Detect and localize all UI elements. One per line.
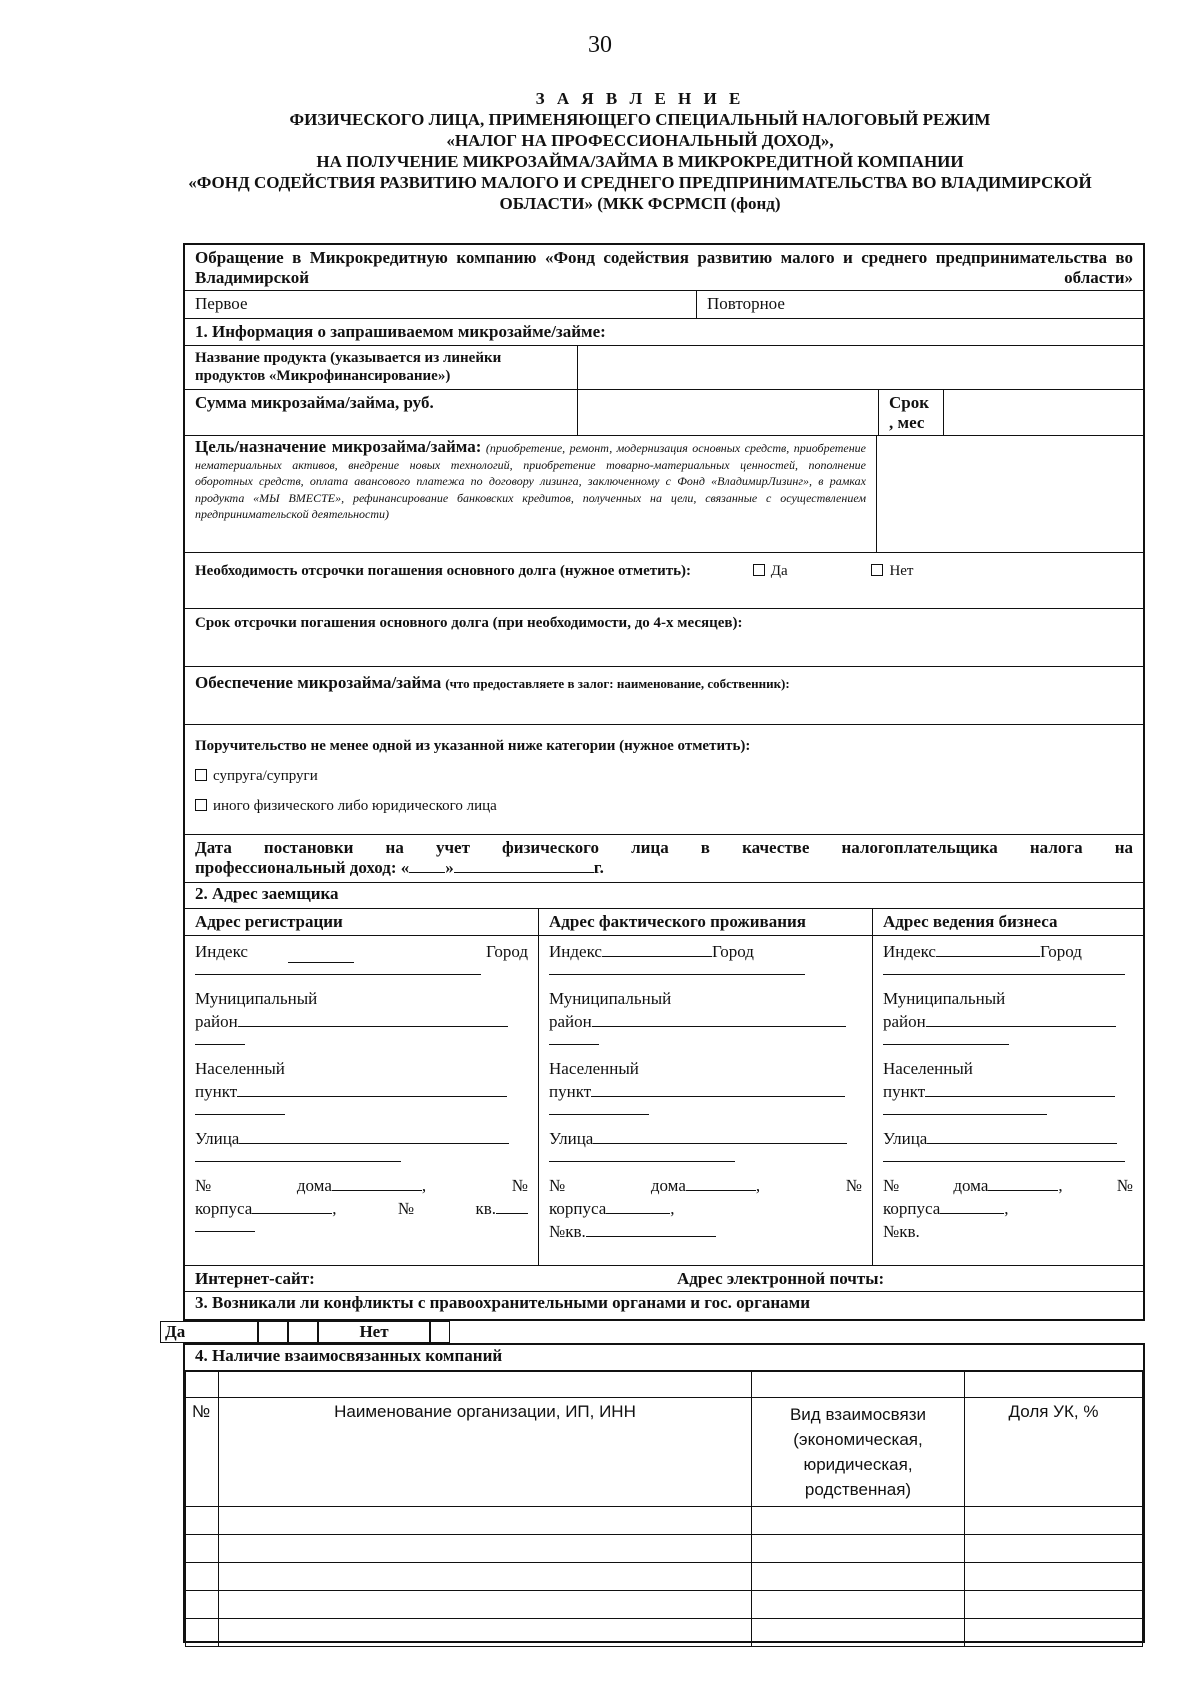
table-row[interactable] [186,1535,1143,1563]
header-line-5: ОБЛАСТИ» (МКК ФСРМСП (фонд) [499,194,781,213]
fact-house-num-label: № [549,1176,566,1195]
reg-point-field-cont[interactable] [195,1113,285,1115]
appeal-first-option[interactable]: Первое [185,291,697,318]
reg-house-field[interactable] [332,1190,422,1191]
deferral-term-label: Срок отсрочки погашения основного долга (при необходимости, до 4-х месяцев): [195,615,743,631]
col-type-header: Вид взаимосвязи (экономическая, юридическая, родственная) [752,1398,965,1507]
biz-point-field[interactable] [925,1096,1115,1097]
conflict-spacer-box [288,1321,318,1343]
biz-building-field[interactable] [940,1213,1004,1214]
security-label: Обеспечение микрозайма/займа [195,673,442,692]
table-header-row [186,1398,1143,1507]
reg-date-close-quote: » [445,858,454,877]
other-person-label: иного физического либо юридического лица [213,798,497,814]
fact-building-label: корпуса [549,1199,607,1218]
fact-index-city[interactable] [549,940,862,963]
appeal-label: Обращение в Микрокредитную компанию «Фонд содействия развитию малого и среднего предпринимательства во Владимирской области» [195,248,1133,287]
section2-title: 2. Адрес заемщика [185,883,1143,909]
reg-building-label: корпуса [195,1199,253,1218]
guarantee-row [185,725,1143,835]
table-cell[interactable] [186,1619,219,1647]
table-cell[interactable] [965,1619,1143,1647]
fact-house-label: дома [650,1176,686,1195]
reg-house-label: дома [296,1176,332,1195]
purpose-cell [185,436,877,552]
reg-district-field-cont[interactable] [195,1043,245,1045]
reg-date-label: Дата постановки на учет физического лица в качестве налогоплательщика налога на [195,838,1133,857]
biz-city-label: Город [1039,942,1082,961]
product-field[interactable] [578,346,1143,389]
table-cell[interactable] [965,1591,1143,1619]
table-cell[interactable] [752,1563,965,1591]
reg-house-num-label: № [195,1176,212,1195]
table-row[interactable] [186,1563,1143,1591]
reg-building-num-label: № [511,1176,528,1195]
biz-street[interactable] [883,1127,1133,1150]
deferral-yes-checkbox[interactable] [753,564,765,576]
table-cell[interactable] [752,1535,965,1563]
other-person-checkbox[interactable] [195,799,207,811]
biz-apt-label[interactable]: №кв. [883,1222,920,1241]
biz-index-city[interactable] [883,940,1133,963]
reg-apt-field-cont[interactable] [195,1230,255,1232]
table-cell [752,1372,965,1398]
fact-street-field-cont[interactable] [549,1160,735,1162]
reg-date-year-suffix: г. [593,858,604,877]
address-reg-header: Адрес регистрации [185,909,539,935]
fact-street[interactable] [549,1127,862,1150]
deferral-no-label: Нет [889,563,914,579]
contacts-row [185,1266,1143,1292]
deferral-yes-option[interactable] [753,563,792,579]
reg-index-label: Индекс [195,942,248,961]
reg-district[interactable] [195,1010,528,1033]
biz-street-label: Улица [883,1129,928,1148]
fact-point-field[interactable] [591,1096,845,1097]
term-label: Срок , мес [879,390,944,435]
website-label[interactable]: Интернет-сайт: [195,1269,315,1288]
section3-title: 3. Возникали ли конфликты с правоохранительными органами и гос. органами [195,1293,810,1312]
deferral-yes-label: Да [770,563,788,579]
col-num-header: № [186,1398,219,1507]
table-row[interactable] [186,1507,1143,1535]
fact-index-field[interactable] [602,956,712,957]
address-header-row [185,909,1143,936]
purpose-field[interactable] [877,436,1143,552]
purpose-row [185,436,1143,553]
sum-label: Сумма микрозайма/займа, руб. [185,390,578,435]
fact-municipal-label: Муниципальный [549,989,672,1008]
purpose-label: Цель/назначение микрозайма/займа: [195,437,482,456]
table-cell[interactable] [752,1507,965,1535]
conflict-answer-row [160,1321,450,1343]
fact-district-field[interactable] [592,1026,846,1027]
table-cell [965,1372,1143,1398]
table-cell[interactable] [965,1535,1143,1563]
email-label[interactable]: Адрес электронной почты: [677,1269,885,1288]
biz-street-field[interactable] [927,1143,1117,1144]
biz-house-field[interactable] [988,1190,1058,1191]
reg-apt-num-label: № [397,1199,415,1218]
form-header [140,88,1140,214]
table-cell[interactable] [219,1535,752,1563]
reg-street-field-cont[interactable] [195,1160,401,1162]
sum-field[interactable] [578,390,879,435]
reg-date-line2[interactable] [195,858,1133,878]
fact-point[interactable] [549,1080,862,1103]
deferral-need-label: Необходимость отсрочки погашения основного долга (нужное отметить): [195,563,692,579]
header-line-2: «НАЛОГ НА ПРОФЕССИОНАЛЬНЫЙ ДОХОД», [446,131,834,150]
biz-index-field[interactable] [936,956,1040,957]
appeal-type-row [185,291,1143,319]
biz-municipal-label: Муниципальный [883,989,1006,1008]
fact-index-label: Индекс [549,942,602,961]
table-cell [186,1372,219,1398]
page-number: 30 [588,32,612,58]
table-cell[interactable] [186,1563,219,1591]
table-cell[interactable] [186,1507,219,1535]
fact-street-label: Улица [549,1129,594,1148]
reg-index-city[interactable] [195,940,528,963]
fact-building[interactable]: корпуса , [549,1199,675,1218]
fact-house[interactable]: № дома , № [549,1176,862,1195]
col-share-header: Доля УК, % [965,1398,1143,1507]
address-body-row [185,936,1143,1266]
table-spacer-row [186,1372,1143,1398]
fact-apt-label: №кв. [549,1222,586,1241]
appeal-repeat-option[interactable]: Повторное [707,294,785,313]
reg-apt-label: кв. [475,1199,496,1218]
biz-house-num-label: № [883,1176,900,1195]
section1-title: 1. Информация о запрашиваемом микрозайме/займе: [185,319,1143,346]
conflict-no-label: Нет [318,1321,430,1343]
sum-row [185,390,1143,436]
term-field[interactable] [944,390,1143,435]
reg-city-field[interactable] [195,973,481,975]
header-line-3: НА ПОЛУЧЕНИЕ МИКРОЗАЙМА/ЗАЙМА В МИКРОКРЕДИТНОЙ КОМПАНИИ [316,152,964,171]
spouse-checkbox[interactable] [195,769,207,781]
reg-building-field[interactable] [252,1213,332,1214]
fact-city-field[interactable] [549,973,805,975]
conflict-no-box[interactable] [430,1321,450,1343]
biz-house-label: дома [953,1176,989,1195]
fact-building-num-label: № [845,1176,862,1195]
biz-district-field[interactable] [926,1026,1116,1027]
fact-district[interactable] [549,1010,862,1033]
reg-point-field[interactable] [237,1096,507,1097]
table-cell[interactable] [752,1591,965,1619]
biz-city-field[interactable] [883,973,1125,975]
table-cell[interactable] [965,1563,1143,1591]
reg-settlement-label: Населенный [195,1059,285,1078]
biz-building-label: корпуса [883,1199,941,1218]
fact-point-field-cont[interactable] [549,1113,649,1115]
address-fact-column [539,936,873,1265]
reg-date-open-quote: профессиональный доход: « [195,858,410,877]
table-cell[interactable] [752,1619,965,1647]
table-row[interactable] [186,1619,1143,1647]
biz-district-field-cont[interactable] [883,1043,1009,1045]
product-label: Название продукта (указывается из линейки продуктов «Микрофинансирование») [185,346,578,389]
reg-street[interactable] [195,1127,528,1150]
biz-house[interactable]: № дома , № [883,1176,1133,1195]
fact-district-label: район [549,1012,592,1031]
reg-house[interactable]: № дома , № [195,1176,528,1195]
header-line-4: «ФОНД СОДЕЙСТВИЯ РАЗВИТИЮ МАЛОГО И СРЕДНЕГО ПРЕДПРИНИМАТЕЛЬСТВА ВО ВЛАДИМИРСКОЙ [188,173,1092,192]
biz-settlement-label: Населенный [883,1059,973,1078]
reg-date-month-field[interactable] [454,872,594,873]
reg-building[interactable]: корпуса , № кв. [195,1197,528,1220]
fact-district-field-cont[interactable] [549,1043,599,1045]
fact-point-label: пункт [549,1082,592,1101]
biz-point-label: пункт [883,1082,926,1101]
reg-date-day-field[interactable] [409,872,445,873]
table-cell[interactable] [219,1619,752,1647]
biz-district[interactable] [883,1010,1133,1033]
address-biz-column [873,936,1143,1265]
related-companies-table [185,1371,1143,1647]
deferral-no-option[interactable] [871,563,913,579]
section4-block [183,1343,1145,1643]
fact-apt-field[interactable] [586,1236,716,1237]
biz-point[interactable] [883,1080,1133,1103]
registration-date-row [185,835,1143,883]
guarantee-label: Поручительство не менее одной из указанной ниже категории (нужное отметить): [195,738,751,754]
fact-apt[interactable] [549,1220,862,1243]
biz-point-field-cont[interactable] [883,1113,1047,1115]
fact-street-field[interactable] [593,1143,847,1144]
reg-apt-field[interactable] [496,1213,528,1214]
address-biz-header: Адрес ведения бизнеса [883,912,1058,931]
table-cell[interactable] [186,1535,219,1563]
guarantee-option-spouse[interactable] [195,761,1133,791]
reg-point[interactable] [195,1080,528,1103]
reg-district-label: район [195,1012,238,1031]
table-cell[interactable] [186,1591,219,1619]
conflict-yes-box[interactable] [258,1321,288,1343]
table-cell[interactable] [965,1507,1143,1535]
header-line-1: ФИЗИЧЕСКОГО ЛИЦА, ПРИМЕНЯЮЩЕГО СПЕЦИАЛЬНЫЙ НАЛОГОВЫЙ РЕЖИМ [289,110,991,129]
reg-point-label: пункт [195,1082,238,1101]
purpose-hint: (приобретение, ремонт, модернизация основных средств, приобретение нематериальных активов, внедрение новых технологий, приобретение товарно-материальных ценностей, пополнение оборотных средств, оплата авансового платежа по договору лизинга, заключенному с Фонд «ВладимирЛизинг», в рамках продукта «МЫ ВМЕСТЕ», рефинансирование банковских кредитов, полученных на цели, связанные с осуществлением предпринимательской деятельности) [195,441,867,521]
table-cell[interactable] [219,1591,752,1619]
reg-street-field[interactable] [239,1143,509,1144]
table-cell[interactable] [219,1563,752,1591]
application-form [183,243,1145,1321]
biz-building-num-label: № [1116,1176,1133,1195]
conflict-yes-label: Да [160,1321,258,1343]
reg-district-field[interactable] [238,1026,508,1027]
biz-district-label: район [883,1012,926,1031]
fact-city-label: Город [711,942,754,961]
address-fact-header: Адрес фактического проживания [539,909,873,935]
biz-index-label: Индекс [883,942,936,961]
deferral-need-row [185,553,1143,609]
section4-title: 4. Наличие взаимосвязанных компаний [185,1345,1143,1371]
fact-building-field[interactable] [606,1213,670,1214]
spouse-label: супруга/супруги [213,768,318,784]
reg-municipal-label: Муниципальный [195,989,318,1008]
reg-city-label: Город [486,942,528,961]
table-cell [219,1372,752,1398]
table-cell[interactable] [219,1507,752,1535]
product-row [185,346,1143,390]
appeal-text [185,245,1143,291]
fact-house-field[interactable] [686,1190,756,1191]
security-hint: (что предоставляете в залог: наименование, собственник): [445,676,790,691]
guarantee-option-other[interactable] [195,791,1133,821]
address-reg-column [185,936,539,1265]
fact-settlement-label: Населенный [549,1059,639,1078]
header-title: З А Я В Л Е Н И Е [535,89,745,108]
deferral-no-checkbox[interactable] [871,564,883,576]
biz-street-field-cont[interactable] [883,1160,1125,1162]
biz-building[interactable]: корпуса , [883,1199,1009,1218]
reg-street-label: Улица [195,1129,240,1148]
deferral-term-row[interactable] [185,609,1143,667]
table-row[interactable] [186,1591,1143,1619]
col-name-header: Наименование организации, ИП, ИНН [219,1398,752,1507]
security-row[interactable] [185,667,1143,725]
reg-index-field[interactable] [288,940,354,963]
